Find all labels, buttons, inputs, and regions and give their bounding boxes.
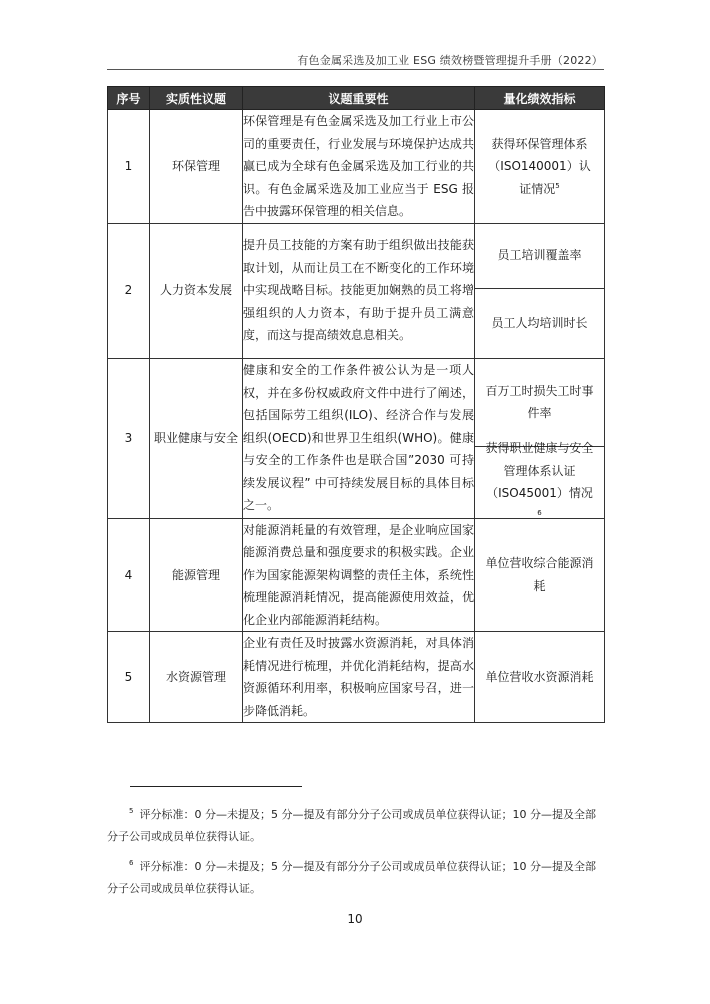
column-header-topic: 实质性议题: [150, 87, 243, 110]
metric-cell: [475, 110, 604, 222]
row-topic: 水资源管理: [150, 632, 243, 723]
footnote-text: 评分标准：0 分—未提及；5 分—提及有部分分子公司或成员单位获得认证；10 分—提及全部分子公司或成员单位获得认证。: [107, 860, 596, 895]
metric-text: 员工人均培训时长: [491, 315, 588, 330]
table-row: [108, 110, 605, 224]
row-topic: 人力资本发展: [150, 223, 243, 358]
metric-text: 单位营收水资源消耗: [485, 669, 594, 684]
metric-cell: [475, 224, 604, 288]
row-number: 1: [108, 110, 150, 224]
row-importance: 企业有责任及时披露水资源消耗，对具体消耗情况进行梳理，并优化消耗结构，提高水资源循环利用率，积极响应国家号召，进一步降低消耗。: [243, 632, 475, 723]
row-importance: 环保管理是有色金属采选及加工行业上市公司的重要责任，行业发展与环境保护达成共赢已成为全球有色金属采选及加工行业的共识。有色金属采选及加工业应当于 ESG 报告中披露环保管理的相关信息。: [243, 110, 475, 224]
footnote-text: 评分标准：0 分—未提及；5 分—提及有部分分子公司或成员单位获得认证；10 分—提及全部分子公司或成员单位获得认证。: [107, 808, 596, 843]
row-metrics: [475, 223, 605, 358]
footnote: [107, 800, 604, 848]
metric-text: 员工培训覆盖率: [497, 248, 582, 263]
metric-cell: [475, 519, 604, 631]
row-number: 4: [108, 518, 150, 632]
table-header-row: [108, 87, 605, 110]
row-metrics: [475, 358, 605, 518]
row-topic: 能源管理: [150, 518, 243, 632]
page-number: 10: [347, 912, 363, 926]
row-importance: 提升员工技能的方案有助于组织做出技能获取计划，从而让员工在不断变化的工作环境中实现战略目标。技能更加娴熟的员工将增强组织的人力资本，有助于提升员工满意度，而这与提高绩效息息相关。: [243, 223, 475, 358]
table-row: [108, 632, 605, 723]
row-metrics: [475, 110, 605, 224]
column-header-metric: 量化绩效指标: [475, 87, 605, 110]
table-row: [108, 518, 605, 632]
metric-cell: [475, 441, 604, 518]
running-header: 有色金属采选及加工业 ESG 绩效榜暨管理提升手册（2022）: [297, 54, 603, 67]
row-importance: 健康和安全的工作条件被公认为是一项人权，并在多份权威政府文件中进行了阐述，包括国际劳工组织(ILO)、经济合作与发展组织(OECD)和世界卫生组织(WHO)。健康与安全的工作条件也是联合国”2030 可持续发展议程” 中可持续发展目标的具体目标之一。: [243, 358, 475, 518]
footnote: [107, 852, 604, 900]
row-number: 5: [108, 632, 150, 723]
row-number: 2: [108, 223, 150, 358]
footnote-separator: [130, 786, 302, 787]
row-number: 3: [108, 358, 150, 518]
row-importance: 对能源消耗量的有效管理，是企业响应国家能源消费总量和强度要求的积极实践。企业作为国家能源架构调整的责任主体，系统性梳理能源消耗情况，提高能源使用效益，优化企业内部能源消耗结构。: [243, 518, 475, 632]
table-row: [108, 358, 605, 518]
footnote-mark: 5: [129, 807, 134, 815]
column-header-no: 序号: [108, 87, 150, 110]
row-topic: 职业健康与安全: [150, 358, 243, 518]
footnote-mark: 6: [129, 859, 134, 867]
metric-cell: [475, 288, 604, 358]
row-metrics: [475, 518, 605, 632]
row-metrics: [475, 632, 605, 723]
metric-text: 百万工时损失工时事件率: [485, 383, 594, 420]
metric-text: 单位营收综合能源消耗: [485, 556, 594, 593]
row-topic: 环保管理: [150, 110, 243, 224]
esg-topic-table: [107, 86, 605, 723]
header-rule: [107, 69, 604, 70]
metric-cell: [475, 632, 604, 722]
metric-text: 获得环保管理体系（ISO140001）认证情况: [488, 136, 591, 196]
column-header-importance: 议题重要性: [243, 87, 475, 110]
footnote-ref: 6: [537, 508, 542, 517]
metric-text: 获得职业健康与安全管理体系认证（ISO45001）情况: [485, 441, 594, 500]
table-row: [108, 223, 605, 358]
metric-cell: [475, 359, 604, 446]
footnote-ref: 5: [555, 181, 560, 190]
